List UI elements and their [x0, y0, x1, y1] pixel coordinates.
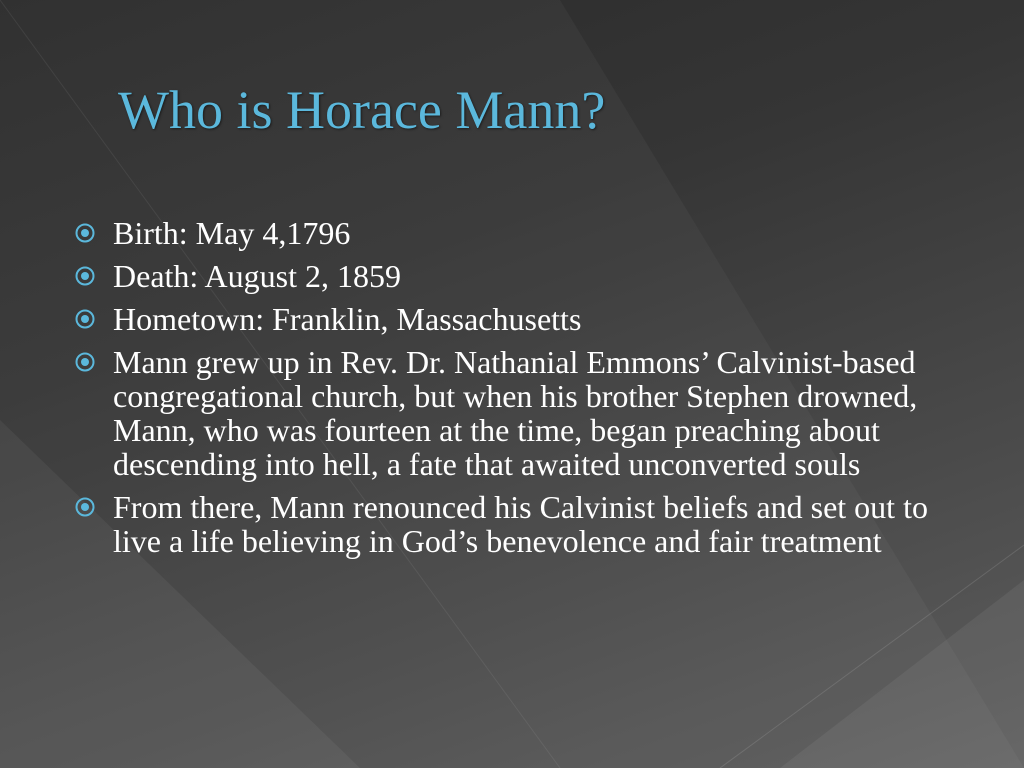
circled-dot-icon — [74, 496, 96, 518]
slide-title: Who is Horace Mann? — [118, 80, 606, 140]
bullet-list — [74, 216, 974, 567]
list-item — [74, 302, 974, 336]
bullet-text: Mann grew up in Rev. Dr. Nathanial Emmons’ Calvinist-based congregational church, but when his brother Stephen drowned, Mann, who was fourteen at the time, began preaching about descending into hell, a fate that awaited unconverted souls — [113, 344, 918, 482]
bullet-text: Hometown: Franklin, Massachusetts — [113, 301, 582, 337]
circled-dot-icon — [74, 308, 96, 330]
circled-dot-icon — [74, 222, 96, 244]
circled-dot-icon — [74, 265, 96, 287]
bullet-text: Birth: May 4,1796 — [113, 215, 351, 251]
list-item — [74, 216, 974, 250]
list-item — [74, 259, 974, 293]
bullet-text: Death: August 2, 1859 — [113, 258, 401, 294]
list-item — [74, 490, 974, 558]
list-item — [74, 345, 974, 481]
circled-dot-icon — [74, 351, 96, 373]
bullet-text: From there, Mann renounced his Calvinist beliefs and set out to live a life believing in God’s benevolence and fair treatment — [113, 489, 928, 559]
